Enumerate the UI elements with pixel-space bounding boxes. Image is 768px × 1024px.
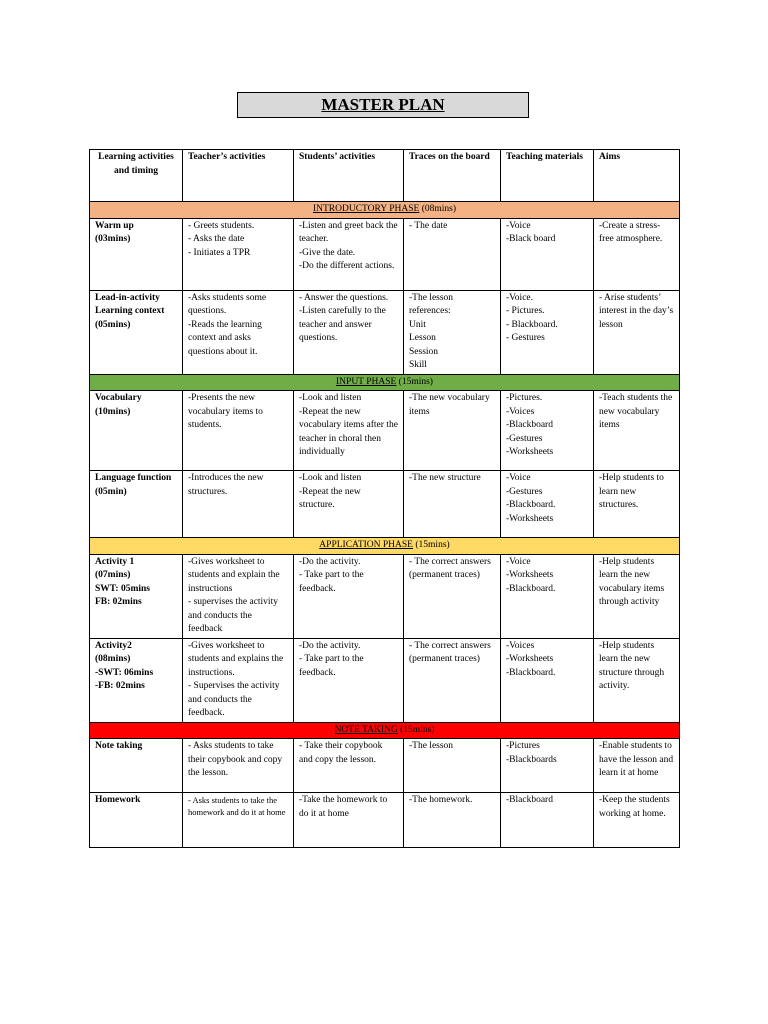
activity-cell — [90, 391, 183, 471]
cell-line: SWT: 05mins — [95, 583, 150, 594]
table-row — [90, 290, 680, 374]
cell-line: (03mins) — [95, 234, 131, 244]
cell-line: -Worksheets — [506, 570, 554, 580]
cell-line: - The correct answers (permanent traces) — [409, 640, 491, 664]
cell-line: Homework — [95, 795, 141, 805]
phase-application: APPLICATION PHASE (15mins) — [90, 538, 680, 555]
activity-cell — [90, 218, 183, 290]
students-cell — [294, 793, 404, 848]
students-cell — [294, 290, 404, 374]
aims-cell — [594, 218, 680, 290]
cell-line: -The new vocabulary items — [409, 393, 490, 417]
cell-line: Vocabulary — [95, 393, 142, 403]
traces-cell — [404, 218, 501, 290]
students-cell — [294, 471, 404, 538]
activity-cell — [90, 471, 183, 538]
table-row — [90, 471, 680, 538]
cell-line: - The correct answers (permanent traces) — [409, 556, 491, 580]
cell-line: -Help students learn the new vocabulary items through activity — [599, 556, 665, 607]
cell-line: -Blackboard — [506, 420, 553, 430]
header-materials: Teaching materials — [501, 150, 594, 202]
cell-line: -Repeat the new vocabulary items after the teacher in choral then individually — [299, 406, 398, 457]
phase-row-input — [90, 374, 680, 391]
students-cell — [294, 218, 404, 290]
phase-introductory: INTRODUCTORY PHASE (08mins) — [90, 202, 680, 219]
cell-line: (05min) — [95, 486, 127, 497]
cell-line: -Voices — [506, 640, 535, 651]
cell-line: -The lesson references: — [409, 292, 454, 316]
traces-cell — [404, 638, 501, 722]
cell-line: Note taking — [95, 741, 143, 751]
cell-line: -Presents the new vocabulary items to students. — [188, 393, 263, 430]
cell-line: - Gestures — [506, 333, 545, 343]
cell-line: - Pictures. — [506, 306, 545, 316]
cell-line: -Pictures — [506, 741, 540, 751]
cell-line: -Black board — [506, 234, 556, 244]
cell-line: -Do the activity. — [299, 640, 361, 651]
cell-line: -Gestures — [506, 486, 543, 497]
cell-line: - Asks students to take their copybook and copy the lesson. — [188, 741, 283, 778]
cell-line: Lead-in-activity — [95, 292, 160, 303]
table-row — [90, 638, 680, 722]
header-row — [90, 150, 680, 202]
cell-line: -Voice — [506, 556, 531, 567]
materials-cell — [501, 638, 594, 722]
cell-line: -Give the date. — [299, 247, 356, 258]
activity-cell — [90, 739, 183, 793]
teacher-cell — [183, 218, 294, 290]
cell-line: - Asks students to take the homework and do it at home — [188, 795, 286, 817]
cell-line: -Listen and greet back the teacher. — [299, 220, 398, 244]
aims-cell — [594, 638, 680, 722]
traces-cell — [404, 391, 501, 471]
teacher-cell — [183, 391, 294, 471]
cell-line: -Gestures — [506, 433, 543, 444]
cell-line: -Asks students some questions. — [188, 292, 267, 316]
traces-cell — [404, 739, 501, 793]
cell-line: - Arise students’ interest in the day’s lesson — [599, 292, 674, 330]
traces-cell — [404, 793, 501, 848]
cell-line: Unit — [409, 319, 426, 330]
cell-line: -FB: 02mins — [95, 681, 145, 691]
page-title: MASTER PLAN — [321, 95, 445, 114]
activity-cell — [90, 290, 183, 374]
cell-line: - supervises the activity and conducts the feedback — [188, 597, 278, 634]
materials-cell — [501, 739, 594, 793]
table-row — [90, 793, 680, 848]
cell-line: -Help students to learn new structures. — [599, 473, 664, 510]
cell-line: -Blackboard — [506, 795, 553, 805]
cell-line: Learning context — [95, 306, 165, 316]
cell-line: -Do the different actions. — [299, 261, 395, 271]
teacher-cell — [183, 739, 294, 793]
cell-line: Skill — [409, 360, 427, 370]
cell-line: -Look and listen — [299, 473, 362, 483]
materials-cell — [501, 290, 594, 374]
cell-line: Session — [409, 346, 439, 357]
phase-input: INPUT PHASE (15mins) — [90, 374, 680, 391]
materials-cell — [501, 218, 594, 290]
teacher-cell — [183, 554, 294, 638]
cell-line: -Gives worksheet to students and explains the instructions. — [188, 640, 284, 678]
cell-line: - Take part to the feedback. — [299, 654, 364, 678]
cell-line: -Voice — [506, 473, 531, 483]
aims-cell — [594, 290, 680, 374]
table-row — [90, 218, 680, 290]
header-teacher: Teacher’s activities — [183, 150, 294, 202]
cell-line: - Initiates a TPR — [188, 247, 251, 258]
table-row — [90, 739, 680, 793]
teacher-cell — [183, 471, 294, 538]
activity-cell — [90, 638, 183, 722]
materials-cell — [501, 793, 594, 848]
activity-cell — [90, 554, 183, 638]
materials-cell — [501, 471, 594, 538]
cell-line: -The homework. — [409, 795, 473, 805]
title-box — [237, 92, 529, 118]
cell-line: - Blackboard. — [506, 319, 558, 330]
cell-line: -Voices — [506, 406, 535, 417]
cell-line: -Reads the learning context and asks questions about it. — [188, 319, 262, 357]
students-cell — [294, 739, 404, 793]
teacher-cell — [183, 638, 294, 722]
teacher-cell — [183, 793, 294, 848]
cell-line: (07mins) — [95, 570, 131, 580]
cell-line: -Worksheets — [506, 654, 554, 664]
cell-line: FB: 02mins — [95, 597, 142, 607]
header-aims: Aims — [594, 150, 680, 202]
activity-cell — [90, 793, 183, 848]
cell-line: - Take their copybook and copy the lesson. — [299, 741, 383, 765]
traces-cell — [404, 290, 501, 374]
cell-line: Warm up — [95, 220, 134, 231]
cell-line: -Blackboards — [506, 754, 557, 765]
aims-cell — [594, 471, 680, 538]
cell-line: -Look and listen — [299, 393, 362, 403]
header-students: Students’ activities — [294, 150, 404, 202]
cell-line: Activity 1 — [95, 556, 135, 567]
cell-line: -Listen carefully to the teacher and answer questions. — [299, 306, 386, 343]
cell-line: - Answer the questions. — [299, 292, 389, 303]
header-activity: Learning activities and timing — [90, 150, 183, 202]
teacher-cell — [183, 290, 294, 374]
phase-row-note-taking — [90, 722, 680, 739]
cell-line: - The date — [409, 220, 448, 231]
cell-line: - Supervises the activity and conducts the feedback. — [188, 681, 280, 718]
cell-line: -Do the activity. — [299, 556, 361, 567]
traces-cell — [404, 471, 501, 538]
cell-line: Lesson — [409, 333, 436, 343]
cell-line: -Enable students to have the lesson and learn it at home — [599, 741, 674, 778]
students-cell — [294, 391, 404, 471]
master-plan-table — [89, 149, 680, 848]
cell-line: (05mins) — [95, 319, 131, 330]
cell-line: -Take the homework to do it at home — [299, 795, 388, 819]
cell-line: - Greets students. — [188, 220, 255, 231]
table-row — [90, 554, 680, 638]
cell-line: -Blackboard. — [506, 500, 556, 510]
aims-cell — [594, 793, 680, 848]
students-cell — [294, 554, 404, 638]
aims-cell — [594, 739, 680, 793]
aims-cell — [594, 554, 680, 638]
cell-line: Language function — [95, 473, 172, 483]
cell-line: -Help students learn the new structure through activity. — [599, 640, 665, 691]
students-cell — [294, 638, 404, 722]
cell-line: - Take part to the feedback. — [299, 570, 364, 594]
cell-line: -Worksheets — [506, 513, 554, 524]
cell-line: -Blackboard. — [506, 667, 556, 678]
cell-line: - Asks the date — [188, 234, 245, 244]
materials-cell — [501, 554, 594, 638]
phase-row-application — [90, 538, 680, 555]
phase-note-taking: NOTE TAKING (15mins) — [90, 722, 680, 739]
cell-line: -The new structure — [409, 473, 481, 483]
cell-line: -Voice — [506, 220, 531, 231]
cell-line: Activity2 — [95, 640, 132, 651]
cell-line: -Create a stress-free atmosphere. — [599, 220, 663, 244]
cell-line: -The lesson — [409, 741, 454, 751]
cell-line: -Teach students the new vocabulary items — [599, 393, 673, 430]
cell-line: (08mins) — [95, 654, 131, 664]
cell-line: -Repeat the new structure. — [299, 486, 361, 510]
cell-line: -Voice. — [506, 292, 533, 303]
cell-line: -Introduces the new structures. — [188, 473, 264, 497]
phase-row-introductory — [90, 202, 680, 219]
cell-line: -SWT: 06mins — [95, 667, 154, 678]
aims-cell — [594, 391, 680, 471]
header-traces: Traces on the board — [404, 150, 501, 202]
cell-line: -Gives worksheet to students and explain the instructions — [188, 556, 280, 594]
cell-line: -Pictures. — [506, 393, 543, 403]
traces-cell — [404, 554, 501, 638]
table-row — [90, 391, 680, 471]
cell-line: -Blackboard. — [506, 583, 556, 594]
cell-line: -Worksheets — [506, 447, 554, 457]
materials-cell — [501, 391, 594, 471]
cell-line: -Keep the students working at home. — [599, 795, 670, 819]
cell-line: (10mins) — [95, 406, 131, 417]
